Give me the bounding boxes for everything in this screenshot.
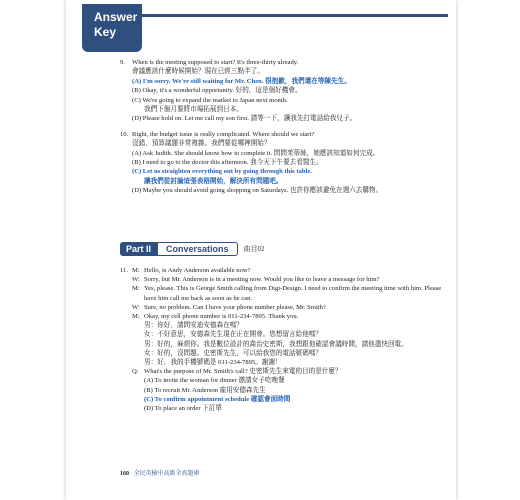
- line-text: Yes, please. This is George Smith calling from Digi-Design. I need to confirm the meeting time with him. Please have him call me back as soon as he can.: [144, 285, 442, 302]
- question-text: When is the meeting supposed to start? It's three-thirty already.: [132, 59, 299, 66]
- part-title: Conversations: [157, 242, 238, 256]
- line-text: 男：你好，請問安迪安德森在嗎？: [144, 322, 243, 330]
- line-number: [120, 376, 132, 385]
- tab-line-2: Key: [94, 25, 117, 39]
- line-text: What's the purpose of Mr. Smith's call? 史密斯先生來電的目的是什麼？: [144, 368, 342, 376]
- line-text: 男：好，我的手機號碼是 011-234-7895。謝謝！: [144, 359, 282, 367]
- page-footer: [120, 468, 200, 477]
- dialog-line: [120, 404, 450, 413]
- speaker-label: [132, 321, 144, 330]
- dialog-line: [120, 321, 450, 330]
- line-number: [120, 340, 132, 349]
- option-item: (A) Ask Judith. She should know how to complete it. 問問茱蒂絲，她應該知道如何完成。: [132, 149, 380, 157]
- line-number: [120, 284, 132, 302]
- line-text: Okay, my cell phone number is 011-234-7895. Thank you.: [144, 313, 299, 321]
- line-number: [120, 330, 132, 339]
- question-9-line: [120, 58, 450, 67]
- line-text: Sure, no problem. Can I have your phone number please, Mr. Smith?: [144, 303, 326, 311]
- main-content: [120, 58, 450, 202]
- line-number: [120, 349, 132, 358]
- line-number: [120, 303, 132, 312]
- line-number: [120, 275, 132, 284]
- option-item: (C) We're going to expand the market to Japan next month.: [132, 96, 288, 104]
- line-number: [120, 404, 132, 413]
- dialog-line: [120, 330, 450, 339]
- dialog-line: [120, 275, 450, 284]
- question-number: 9.: [120, 59, 125, 66]
- speaker-label: M:: [132, 267, 140, 274]
- track-label: 曲目02: [243, 245, 265, 253]
- line-number: [120, 312, 132, 321]
- dialog-line: [120, 266, 450, 275]
- part-label: Part II: [120, 242, 157, 256]
- speaker-label: Q:: [132, 368, 139, 376]
- dialog-line: [120, 284, 450, 302]
- speaker-label: [132, 349, 144, 358]
- option-item: (D) Maybe you should avoid going shopping on Saturdays. 也許你應該避免在週六去購物。: [132, 187, 383, 195]
- question-number: 10.: [120, 130, 129, 138]
- header-rule: [142, 14, 448, 17]
- dialog-line: [120, 386, 450, 395]
- line-text: (B) To recruit Mr. Anderson 雇用安德森先生: [144, 386, 266, 394]
- speaker-label: W:: [132, 276, 140, 284]
- option-item: (B) Okay, it's a wonderful opportunity. 好的，這是個好機會。: [132, 87, 302, 95]
- dialog-line: [120, 395, 450, 404]
- option-item: (B) I need to go to the doctor this afternoon. 我今天下午要去看醫生。: [132, 159, 323, 167]
- dialog-line: [120, 340, 450, 349]
- dialog-line: [120, 312, 450, 321]
- question-10: [120, 130, 450, 196]
- book-title: 全民英檢中高級全真題庫: [133, 471, 200, 477]
- option-item: (D) Please hold on. Let me call my son first. 請等一下，讓我先打電話給我兒子。: [132, 115, 357, 123]
- dialog-line: [120, 367, 450, 376]
- line-number: [120, 386, 132, 395]
- option-item: 讓我們從討論這張表格開始，解決所有問題吧。: [144, 177, 283, 185]
- line-text: 女：好的，沒問題。史密斯先生，可以給我您的電話號碼嗎？: [144, 349, 323, 357]
- speaker-label: [132, 376, 144, 385]
- speaker-label: [132, 330, 144, 339]
- options-list: [120, 149, 450, 196]
- speaker-label: [132, 404, 144, 413]
- dialog-line: [120, 349, 450, 358]
- line-number: [120, 321, 132, 330]
- question-translation: 沒錯，預算議題非常複雜。我們要從哪裡開始？: [132, 140, 271, 148]
- question-11: [120, 266, 450, 413]
- speaker-label: W:: [132, 303, 140, 311]
- dialog-line: [120, 358, 450, 367]
- option-item: (A) I'm sorry. We're still waiting for Mr. Chen. 很抱歉，我們還在等陳先生。: [132, 77, 351, 85]
- section-header: [120, 242, 265, 256]
- dialog-lines: [120, 266, 450, 413]
- page-number: 160: [120, 471, 129, 477]
- line-text: (C) To confirm appointment schedule 確認會面時間: [144, 395, 291, 403]
- speaker-label: M:: [132, 313, 140, 321]
- question-10-line: [120, 130, 450, 139]
- speaker-label: [132, 386, 144, 395]
- line-text: (D) To place an order 下訂單: [144, 405, 222, 413]
- line-text: 女：不好意思，安德森先生現在正在開會。您想留言給他嗎？: [144, 331, 323, 339]
- line-number: 11.: [120, 267, 128, 274]
- line-number: [120, 358, 132, 367]
- option-item: 我們下個月要將市場拓展到日本。: [144, 106, 243, 114]
- line-text: Hello, is Andy Anderson available now?: [144, 267, 251, 274]
- line-text: 男：好的，麻煩你。我是數位設計的喬治史密斯，我想跟他確認會議時間，請他盡快回電。: [144, 340, 408, 348]
- speaker-label: [132, 358, 144, 367]
- question-9: [120, 58, 450, 124]
- tab-line-1: Answer: [94, 10, 138, 24]
- dialog-line: [120, 303, 450, 312]
- speaker-label: M:: [132, 285, 140, 293]
- option-item: (C) Let us straighten everything out by going through this table.: [132, 168, 312, 176]
- line-number: [120, 395, 132, 404]
- options-list: [120, 77, 450, 124]
- speaker-label: [132, 340, 144, 349]
- question-text: Right, the budget issue is really complicated. Where should we start?: [132, 130, 315, 138]
- line-text: Sorry, but Mr. Anderson is in a meeting now. Would you like to leave a message for him?: [144, 276, 380, 284]
- line-text: (A) To invite the woman for dinner 邀請女子吃晚餐: [144, 377, 285, 385]
- line-number: [120, 367, 132, 376]
- dialog-line: [120, 376, 450, 385]
- question-translation: 會議應該什麼時候開始？現在已經三點半了。: [132, 68, 264, 76]
- speaker-label: [132, 395, 144, 404]
- answer-key-tab: [82, 4, 142, 52]
